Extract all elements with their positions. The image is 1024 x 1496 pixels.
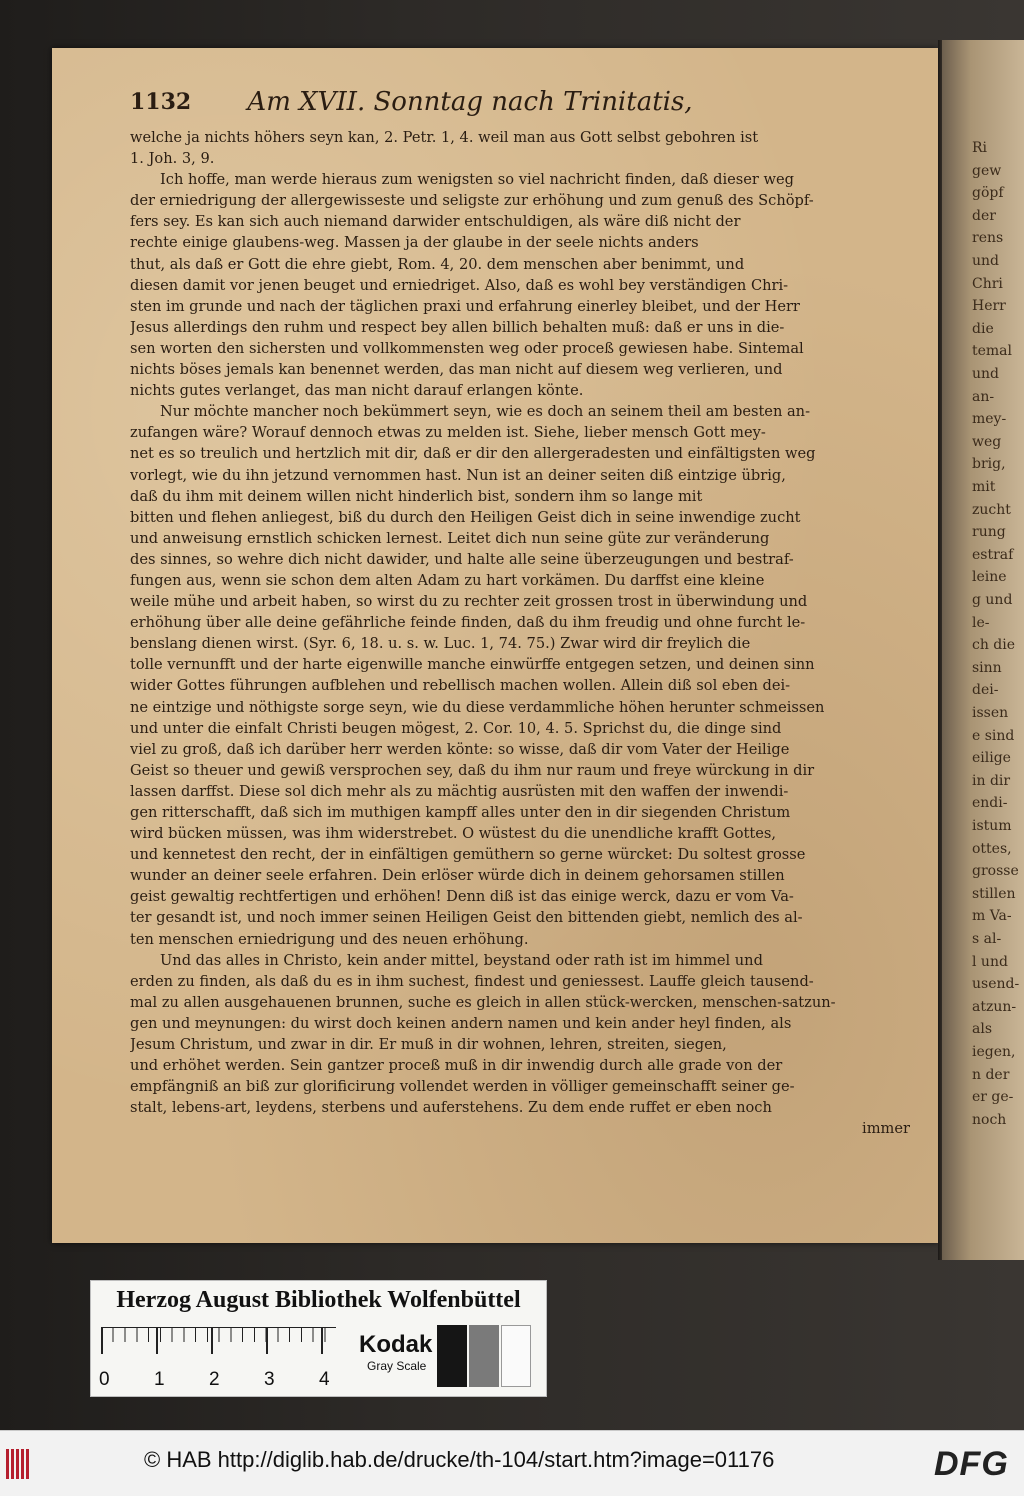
text-line: und anweisung ernstlich schicken lernest. Leitet dich nun seine güte zur veränderung — [130, 529, 770, 547]
text-line: gen ritterschafft, daß sich im muthigen kampff alles unter den in dir siegenden Christum — [130, 804, 791, 821]
text-line: lassen darffst. Diese sol dich mehr als zu mächtig ausrüsten mit den waffen der inwendi- — [130, 782, 789, 800]
text-line: vorlegt, wie du ihn jetzund vernommen hast. Nun ist an deiner seiten diß eintzige übrig, — [130, 466, 786, 484]
text-line: stalt, lebens-art, leydens, sterbens und auferstehens. Zu dem ende ruffet er eben noch — [130, 1099, 772, 1117]
facing-text-fragment: atzun- — [972, 998, 1017, 1015]
text-line: rechte einige glaubens-weg. Massen ja der glaube in der seele nichts anders — [130, 234, 699, 252]
text-line: sten im grunde und nach der täglichen praxi und erfahrung einerley bleibet, und der Herr — [130, 297, 800, 315]
facing-text-fragment: göpf — [972, 185, 1004, 202]
facing-text-fragment: m Va- — [972, 908, 1012, 925]
text-line: bitten und flehen anliegest, biß du durch den Heiligen Geist dich in seine inwendige zucht — [130, 508, 801, 526]
text-line: 1. Joh. 3, 9. — [130, 150, 215, 168]
facing-text-fragment: istum — [972, 818, 1012, 834]
facing-text-fragment: mit — [972, 479, 996, 495]
facing-text-fragment: eilige — [972, 750, 1011, 767]
facing-text-fragment: leine — [972, 569, 1007, 586]
text-line: fungen aus, wenn sie schon dem alten Adam zu hart vorkämen. Du darffst eine kleine — [130, 571, 765, 589]
text-line: fers sey. Es kan sich auch niemand darwider entschuldigen, als wäre diß nicht der — [130, 213, 741, 231]
facing-text-fragment: Chri — [972, 275, 1003, 292]
text-line: thut, als daß er Gott die ehre giebt, Rom. 4, 20. dem menschen aber benimmt, und — [130, 255, 745, 273]
scale-number: 3 — [264, 1369, 275, 1390]
scale-ruler — [101, 1327, 336, 1364]
text-line: wunder an deiner seele erfahren. Dein erlöser würde dich in deinem gehorsamen stillen — [130, 867, 785, 885]
facing-text-fragment: mey- — [972, 411, 1007, 428]
facing-text-fragment: an- — [972, 388, 995, 405]
text-line: ten menschen erniedrigung und des neuen erhöhung. — [130, 930, 529, 948]
facing-text-fragment: le- — [972, 614, 990, 631]
facing-text-fragment: temal — [972, 343, 1013, 360]
facing-text-fragment: usend- — [972, 976, 1020, 993]
facing-text-fragment: endi- — [972, 795, 1008, 812]
facing-text-fragment: gew — [972, 162, 1002, 179]
text-line: Jesus allerdings den ruhm und respect bey allen billich behalten muß: daß er uns in die- — [130, 318, 785, 336]
text-line: und kennetest den recht, der in einfältigen gemüthern so gerne würcket: Du soltest grosse — [130, 846, 806, 864]
gray-patch-mid — [469, 1325, 499, 1387]
facing-text-fragment: iegen, — [972, 1044, 1016, 1060]
text-line: erden zu finden, als daß du es in ihm suchest, findest und geniessest. Lauffe gleich tausend- — [130, 972, 814, 990]
facing-text-fragment: grosse — [972, 863, 1019, 880]
footer-bar — [0, 1430, 1024, 1496]
facing-text-fragment: der — [972, 207, 996, 224]
text-line: und unter die einfalt Christi beugen mögest, 2. Cor. 10, 4. 5. Sprichst du, die dinge sind — [130, 719, 782, 737]
text-line: sen worten den sichersten und vollkommensten weg oder proceß gewiesen habe. Sintemal — [130, 339, 804, 357]
facing-text-fragment: brig, — [972, 456, 1006, 473]
facing-page-edge — [942, 40, 1024, 1260]
text-line: benslang dienen wirst. (Syr. 6, 18. u. s. w. Luc. 1, 74. 75.) Zwar wird dir freylich die — [130, 635, 751, 653]
gray-scale-label: Gray Scale — [367, 1359, 427, 1373]
running-title: Am XVII. Sonntag nach Trinitatis, — [247, 87, 693, 117]
text-line: diesen damit vor jenen beuget und erniedriget. Also, daß es wohl bey verständigen Chri- — [130, 276, 789, 294]
facing-text-fragment: sinn — [972, 659, 1002, 676]
text-line: der erniedrigung der allergewisseste und seligste zur erhöhung und zum genuß des Schöpf- — [130, 192, 814, 210]
text-line: weile mühe und arbeit haben, so wirst du zu rechter zeit grossen trost in überwindung und — [130, 593, 808, 611]
text-line: und erhöhet werden. Sein gantzer proceß muß in dir inwendig durch alle grade von der — [130, 1057, 783, 1075]
text-line: wider Gottes führungen aufblehen und rebellisch machen wollen. Allein diß sol eben dei- — [130, 677, 791, 695]
facing-text-fragment: Herr — [972, 298, 1006, 315]
scale-number: 2 — [209, 1369, 220, 1390]
copyright-link[interactable]: © HAB http://diglib.hab.de/drucke/th-104/start.htm?image=01176 — [144, 1447, 775, 1472]
facing-text-fragment: g und — [972, 592, 1013, 608]
text-line: des sinnes, so wehre dich nicht dawider, und halte alle seine überzeugungen und bestraf- — [130, 550, 794, 568]
text-line: mal zu allen ausgehauenen brunnen, suche es gleich in allen stück-wercken, menschen-satzun- — [130, 993, 836, 1011]
text-line: empfängniß an biß zur glorificirung vollendet werden in völliger gemeinschafft seiner ge- — [130, 1078, 795, 1096]
gray-patch-white — [501, 1325, 531, 1387]
library-name: Herzog August Bibliothek Wolfenbüttel — [116, 1287, 521, 1313]
facing-text-fragment: dei- — [972, 682, 999, 699]
facing-text-fragment: in dir — [972, 772, 1011, 789]
text-line: Jesum Christum, und zwar in dir. Er muß in dir wohnen, lehren, streiten, siegen, — [130, 1036, 727, 1054]
facing-text-fragment: und — [972, 253, 999, 269]
color-calibration-card — [90, 1280, 547, 1397]
scale-number: 1 — [154, 1369, 165, 1390]
text-line: zufangen wäre? Worauf dennoch etwas zu melden ist. Siehe, lieber mensch Gott mey- — [130, 424, 766, 442]
facing-text-fragment: ottes, — [972, 840, 1012, 857]
facing-text-fragment: estraf — [972, 546, 1014, 563]
text-line: Und das alles in Christo, kein ander mittel, beystand oder rath ist im himmel und — [160, 951, 763, 969]
facing-text-fragment: ch die — [972, 637, 1016, 654]
facing-text-fragment: l und — [972, 953, 1008, 970]
text-line: ne eintzige und nöthigste sorge seyn, wie du diese verdammliche höhen herunter schmeissen — [130, 698, 825, 716]
text-line: ter gesandt ist, und noch immer seinen Heiligen Geist den bittenden giebt, nemlich des al- — [130, 909, 803, 927]
text-line: nichts gutes verlanget, das man nicht darauf erlangen könte. — [130, 382, 584, 400]
text-line: nichts böses jemals kan benennet werden, das man nicht auf diesem weg verlieren, und — [130, 361, 783, 379]
facing-text-fragment: die — [972, 320, 994, 337]
text-line: daß du ihm mit deinem willen nicht hinderlich bist, sondern ihm so lange mit — [130, 487, 703, 505]
text-line: gen und meynungen: du wirst doch keinen andern namen und kein ander heyl finden, als — [130, 1014, 792, 1032]
page-number: 1132 — [130, 89, 192, 115]
page-header — [130, 89, 930, 121]
facing-text-fragment: n der — [972, 1066, 1010, 1083]
facing-text-fragment: Ri — [972, 140, 988, 156]
text-line: geist gewaltig rechtfertigen und erhöhen! Denn diß ist das einige werck, dazu er vom Va- — [130, 888, 794, 906]
scale-number: 4 — [319, 1369, 330, 1390]
text-line: Nur möchte mancher noch bekümmert seyn, wie es doch an seinem theil am besten an- — [160, 403, 811, 421]
text-line: Ich hoffe, man werde hieraus zum wenigsten so viel nachricht finden, daß dieser weg — [160, 171, 795, 189]
hab-logo-icon — [6, 1449, 36, 1479]
kodak-logo: Kodak — [359, 1331, 433, 1358]
text-line: net es so treulich und hertzlich mit dir, daß er dir den allergeradesten und einfältigsten weg — [130, 445, 816, 463]
facing-text-fragment: als — [972, 1021, 993, 1038]
facing-text-fragment: rung — [972, 524, 1006, 541]
facing-text-fragment: er ge- — [972, 1089, 1014, 1106]
facing-text-fragment: rens — [972, 230, 1004, 247]
text-line: Geist so theuer und gewiß versprochen sey, daß du ihm nur raum und freye würckung in dir — [130, 761, 815, 779]
facing-text-fragment: zucht — [972, 501, 1011, 518]
text-line: welche ja nichts höhers seyn kan, 2. Petr. 1, 4. weil man aus Gott selbst gebohren ist — [130, 129, 759, 146]
dfg-logo: DFG — [934, 1445, 1009, 1483]
text-line: erhöhung über alle deine gefährliche feinde finden, daß du ihm freudig und ohne furcht le- — [130, 614, 806, 632]
text-line: viel zu groß, daß ich darüber herr werden könte: so wisse, daß dir vom Vater der Heilige — [130, 740, 790, 758]
facing-text-fragment: s al- — [972, 931, 1002, 947]
text-line: tolle vernunfft und der harte eigenwille manche einwürffe entgegen setzen, und deinen sinn — [130, 656, 815, 674]
body-text — [130, 127, 920, 1140]
text-line: wird bücken müssen, was ihm widerstrebet. O wüstest du die unendliche krafft Gottes, — [130, 825, 776, 843]
facing-text-fragment: weg — [972, 433, 1002, 450]
facing-text-fragment: e sind — [972, 727, 1015, 744]
gray-patch-black — [437, 1325, 467, 1387]
scale-number: 0 — [99, 1369, 110, 1390]
facing-text-fragment: stillen — [972, 885, 1016, 902]
facing-text-fragment: issen — [972, 705, 1009, 721]
facing-text-fragment: und — [972, 366, 999, 382]
catchword: immer — [862, 1120, 910, 1138]
facing-text-fragment: noch — [972, 1111, 1007, 1128]
